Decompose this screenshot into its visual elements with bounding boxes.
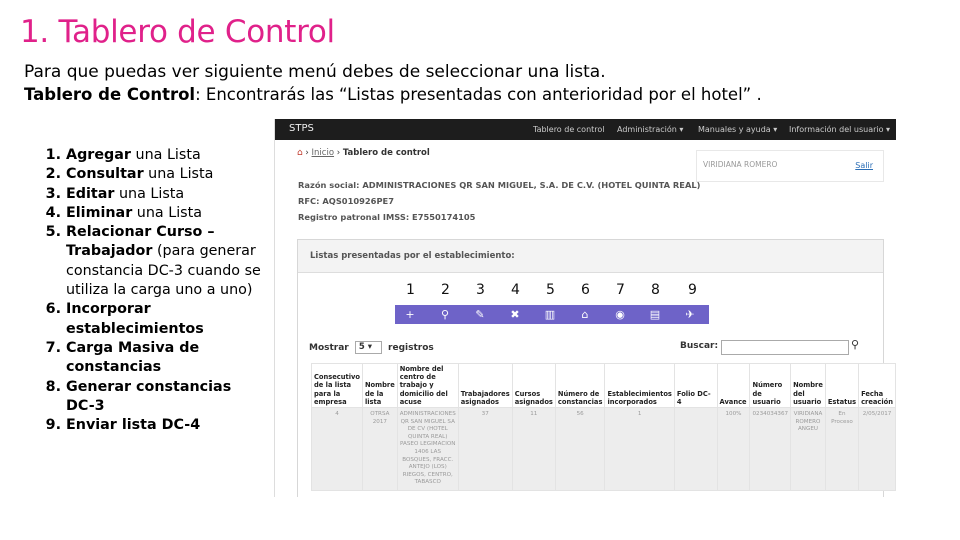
step-rest: una Lista — [114, 185, 185, 202]
panel-title: Listas presentadas por el establecimiento: — [310, 251, 515, 261]
breadcrumb-current: Tablero de control — [342, 148, 430, 158]
callout-number: 1 — [406, 282, 415, 298]
table-cell: 1 — [605, 408, 674, 491]
col-header[interactable]: Número de constancias — [555, 364, 605, 408]
col-header[interactable]: Avance — [717, 364, 750, 408]
callout-number: 6 — [581, 282, 590, 298]
step-item — [66, 339, 264, 378]
mostrar-label: Mostrar — [309, 343, 349, 353]
search-icon[interactable]: ⚲ — [440, 308, 450, 321]
nav-informacion-usuario[interactable]: Información del usuario ▾ — [789, 125, 891, 134]
intro-tablero-bold: Tablero de Control — [24, 85, 196, 104]
edit-icon[interactable]: ✎ — [475, 308, 485, 321]
step-rest: una Lista — [130, 147, 201, 163]
app-screenshot — [274, 119, 896, 497]
building-icon[interactable]: ⌂ — [581, 308, 589, 321]
step-bold: Editar — [66, 185, 115, 202]
brand-logo[interactable]: STPS — [289, 123, 314, 134]
table-header-row — [312, 364, 896, 408]
step-bold: Incorporar establecimientos — [66, 301, 204, 337]
document-icon[interactable]: ▤ — [649, 308, 661, 321]
col-header[interactable]: Cursos asignados — [512, 364, 555, 408]
col-header[interactable]: Número de usuario — [750, 364, 791, 408]
step-rest: una Lista — [143, 166, 214, 183]
col-header[interactable]: Estatus — [825, 364, 858, 408]
step-item — [66, 146, 264, 165]
rfc: RFC: AQS010926PE7 — [298, 196, 394, 206]
slide-title: 1. Tablero de Control — [20, 14, 335, 50]
page-size-control — [309, 341, 434, 354]
breadcrumb-sep: › — [336, 148, 341, 158]
step-item — [66, 300, 264, 339]
callout-number: 3 — [476, 282, 485, 298]
nav-tablero[interactable]: Tablero de control — [533, 125, 605, 134]
step-bold: Consultar — [66, 166, 144, 183]
page-size-value: 5 — [358, 342, 365, 352]
breadcrumb-sep: › — [305, 148, 309, 158]
razon-social: Razón social: ADMINISTRACIONES QR SAN MIGUEL, S.A. DE C.V. (HOTEL QUINTA REAL) — [298, 180, 701, 190]
table-cell: VIRIDIANA ROMERO ANGEU — [791, 408, 826, 491]
send-icon[interactable]: ✈ — [685, 308, 695, 321]
user-name: VIRIDIANA ROMERO — [703, 160, 778, 169]
registros-label: registros — [388, 343, 434, 353]
search-input[interactable] — [721, 340, 849, 355]
breadcrumb — [297, 148, 430, 158]
col-header[interactable]: Nombre de la lista — [362, 364, 397, 408]
top-navbar — [275, 119, 896, 140]
table-cell: 56 — [555, 408, 605, 491]
intro-tablero-rest: : Encontrarás las “Listas presentadas con anterioridad por el hotel” . — [195, 85, 762, 104]
table-cell — [674, 408, 717, 491]
table-cell: 2/05/2017 — [859, 408, 896, 491]
table-cell: 100% — [717, 408, 750, 491]
step-bold: Relacionar Curso – Trabajador — [66, 224, 215, 260]
intro-text: Para que puedas ver siguiente menú debes de seleccionar una lista. — [24, 62, 606, 82]
table-cell: 0234034367 — [750, 408, 791, 491]
step-bold: Agregar — [66, 147, 131, 163]
col-header[interactable]: Trabajadores asignados — [458, 364, 512, 408]
col-header[interactable]: Folio DC-4 — [674, 364, 717, 408]
step-item — [66, 204, 264, 223]
panel-header — [298, 240, 883, 273]
table-cell: 11 — [512, 408, 555, 491]
table-cell: ADMINISTRACIONES QR SAN MIGUEL SA DE CV (HOTEL QUINTA REAL) PASEO LEGIMACION 1406 LAS BOSQUES, FRACC. ANTEJO (LOS) RIEGOS, CENTRO, TABASCO — [397, 408, 458, 491]
nav-manuales[interactable]: Manuales y ayuda ▾ — [698, 125, 778, 134]
breadcrumb-inicio[interactable]: Inicio — [311, 148, 335, 158]
nav-administracion[interactable]: Administración ▾ — [617, 125, 684, 134]
step-rest: (para generar constancia DC-3 cuando se utiliza la carga uno a uno) — [66, 243, 261, 299]
search-icon[interactable]: ⚲ — [851, 338, 860, 351]
col-header[interactable]: Nombre del usuario — [791, 364, 826, 408]
buscar-label: Buscar: — [680, 341, 719, 351]
callout-number: 2 — [441, 282, 450, 298]
table-cell: 37 — [458, 408, 512, 491]
step-rest: una Lista — [132, 204, 202, 221]
step-bold: Enviar lista DC-4 — [66, 417, 201, 434]
callout-number: 4 — [511, 282, 520, 298]
logout-link[interactable]: Salir — [855, 161, 873, 170]
course-worker-icon[interactable]: ▥ — [544, 308, 556, 321]
callout-number: 5 — [546, 282, 555, 298]
col-header[interactable]: Fecha creación — [859, 364, 896, 408]
step-item — [66, 223, 264, 300]
listas-table — [311, 363, 896, 491]
col-header[interactable]: Consecutivo de la lista para la empresa — [312, 364, 363, 408]
step-item — [66, 416, 264, 435]
step-item — [66, 165, 264, 184]
step-item — [66, 185, 264, 204]
page-size-select[interactable]: 5 ▾ — [355, 341, 382, 354]
delete-icon[interactable]: ✖ — [510, 308, 520, 321]
action-toolbar — [395, 305, 709, 324]
table-row[interactable] — [312, 408, 896, 491]
step-bold: Eliminar — [66, 204, 133, 221]
table-cell: OTRSA 2017 — [362, 408, 397, 491]
col-header[interactable]: Nombre del centro de trabajo y domicilio del acuse — [397, 364, 458, 408]
user-box — [696, 150, 884, 182]
table-cell: 4 — [312, 408, 363, 491]
callout-number: 8 — [651, 282, 660, 298]
col-header[interactable]: Establecimientos incorporados — [605, 364, 674, 408]
upload-icon[interactable]: ◉ — [615, 308, 625, 321]
add-icon[interactable]: + — [405, 308, 415, 321]
home-icon[interactable]: ⌂ — [297, 148, 303, 158]
table-cell: En Proceso — [825, 408, 858, 491]
step-bold: Carga Masiva de constancias — [66, 339, 200, 376]
step-bold: Generar constancias DC-3 — [66, 378, 232, 414]
steps-list — [30, 146, 264, 435]
step-item — [66, 378, 264, 417]
callout-number: 9 — [688, 282, 697, 298]
registro-imss: Registro patronal IMSS: E7550174105 — [298, 212, 476, 222]
intro-tablero-text — [24, 85, 762, 104]
callout-number: 7 — [616, 282, 625, 298]
